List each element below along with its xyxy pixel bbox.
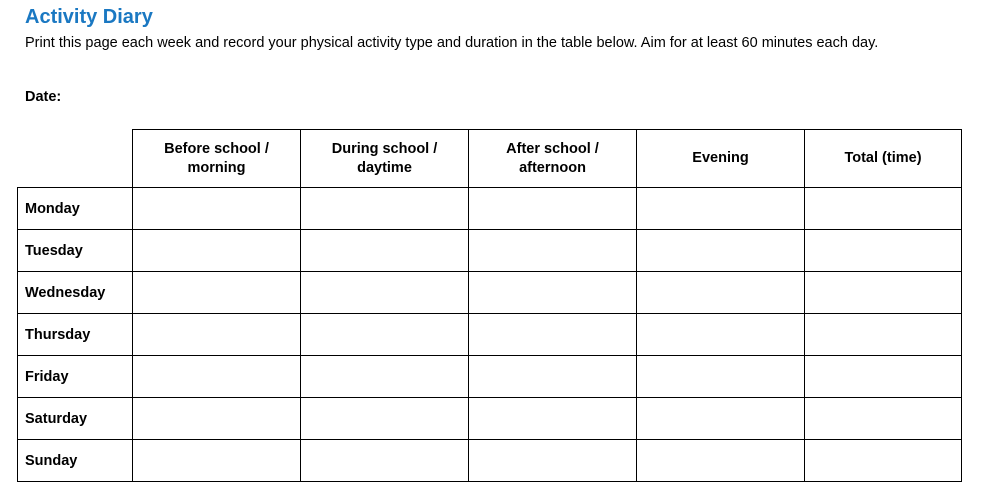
column-header-line2: daytime — [357, 159, 412, 176]
entry-cell[interactable] — [133, 356, 301, 398]
table-row — [18, 398, 962, 440]
table-header-row — [18, 130, 962, 188]
entry-cell[interactable] — [301, 314, 469, 356]
row-label-monday: Monday — [18, 188, 133, 230]
entry-cell[interactable] — [133, 440, 301, 482]
entry-cell[interactable] — [301, 188, 469, 230]
entry-cell[interactable] — [637, 230, 805, 272]
column-header-during-school — [301, 130, 469, 188]
column-header-line2: morning — [187, 159, 246, 176]
column-header-before-school — [133, 130, 301, 188]
entry-cell[interactable] — [301, 398, 469, 440]
entry-cell[interactable] — [301, 356, 469, 398]
entry-cell[interactable] — [133, 272, 301, 314]
entry-cell[interactable] — [469, 440, 637, 482]
entry-cell[interactable] — [469, 188, 637, 230]
column-header-line1: Before school / — [164, 140, 269, 157]
entry-cell[interactable] — [469, 356, 637, 398]
entry-cell[interactable] — [805, 188, 962, 230]
row-label-friday: Friday — [18, 356, 133, 398]
row-label-thursday: Thursday — [18, 314, 133, 356]
entry-cell[interactable] — [637, 398, 805, 440]
column-header-line1: During school / — [331, 140, 438, 157]
instructions-text: Print this page each week and record your physical activity type and duration in the table below. Aim for at least 60 minutes each day. — [25, 35, 879, 51]
table-row — [18, 188, 962, 230]
page-title: Activity Diary — [25, 6, 153, 28]
column-header-total — [805, 130, 962, 188]
entry-cell[interactable] — [805, 398, 962, 440]
table-row — [18, 230, 962, 272]
column-header-line1: Evening — [692, 150, 749, 166]
entry-cell[interactable] — [805, 272, 962, 314]
row-label-tuesday: Tuesday — [18, 230, 133, 272]
entry-cell[interactable] — [469, 272, 637, 314]
row-label-sunday: Sunday — [18, 440, 133, 482]
entry-cell[interactable] — [637, 440, 805, 482]
column-header-line1: After school / — [506, 140, 599, 157]
entry-cell[interactable] — [301, 440, 469, 482]
table-row — [18, 356, 962, 398]
row-label-saturday: Saturday — [18, 398, 133, 440]
entry-cell[interactable] — [637, 272, 805, 314]
entry-cell[interactable] — [133, 188, 301, 230]
table-row — [18, 272, 962, 314]
column-header-line2: afternoon — [519, 159, 586, 176]
entry-cell[interactable] — [805, 314, 962, 356]
table-corner-cell — [18, 130, 133, 188]
date-label: Date: — [25, 89, 62, 105]
row-label-wednesday: Wednesday — [18, 272, 133, 314]
entry-cell[interactable] — [469, 314, 637, 356]
entry-cell[interactable] — [805, 356, 962, 398]
column-header-evening — [637, 130, 805, 188]
entry-cell[interactable] — [469, 398, 637, 440]
column-header-after-school — [469, 130, 637, 188]
entry-cell[interactable] — [301, 230, 469, 272]
column-header-line1: Total (time) — [844, 150, 922, 166]
entry-cell[interactable] — [637, 188, 805, 230]
entry-cell[interactable] — [301, 272, 469, 314]
entry-cell[interactable] — [133, 230, 301, 272]
entry-cell[interactable] — [805, 230, 962, 272]
entry-cell[interactable] — [469, 230, 637, 272]
entry-cell[interactable] — [637, 356, 805, 398]
entry-cell[interactable] — [805, 440, 962, 482]
entry-cell[interactable] — [133, 398, 301, 440]
table-row — [18, 440, 962, 482]
entry-cell[interactable] — [637, 314, 805, 356]
table-row — [18, 314, 962, 356]
entry-cell[interactable] — [133, 314, 301, 356]
activity-table — [17, 129, 962, 482]
